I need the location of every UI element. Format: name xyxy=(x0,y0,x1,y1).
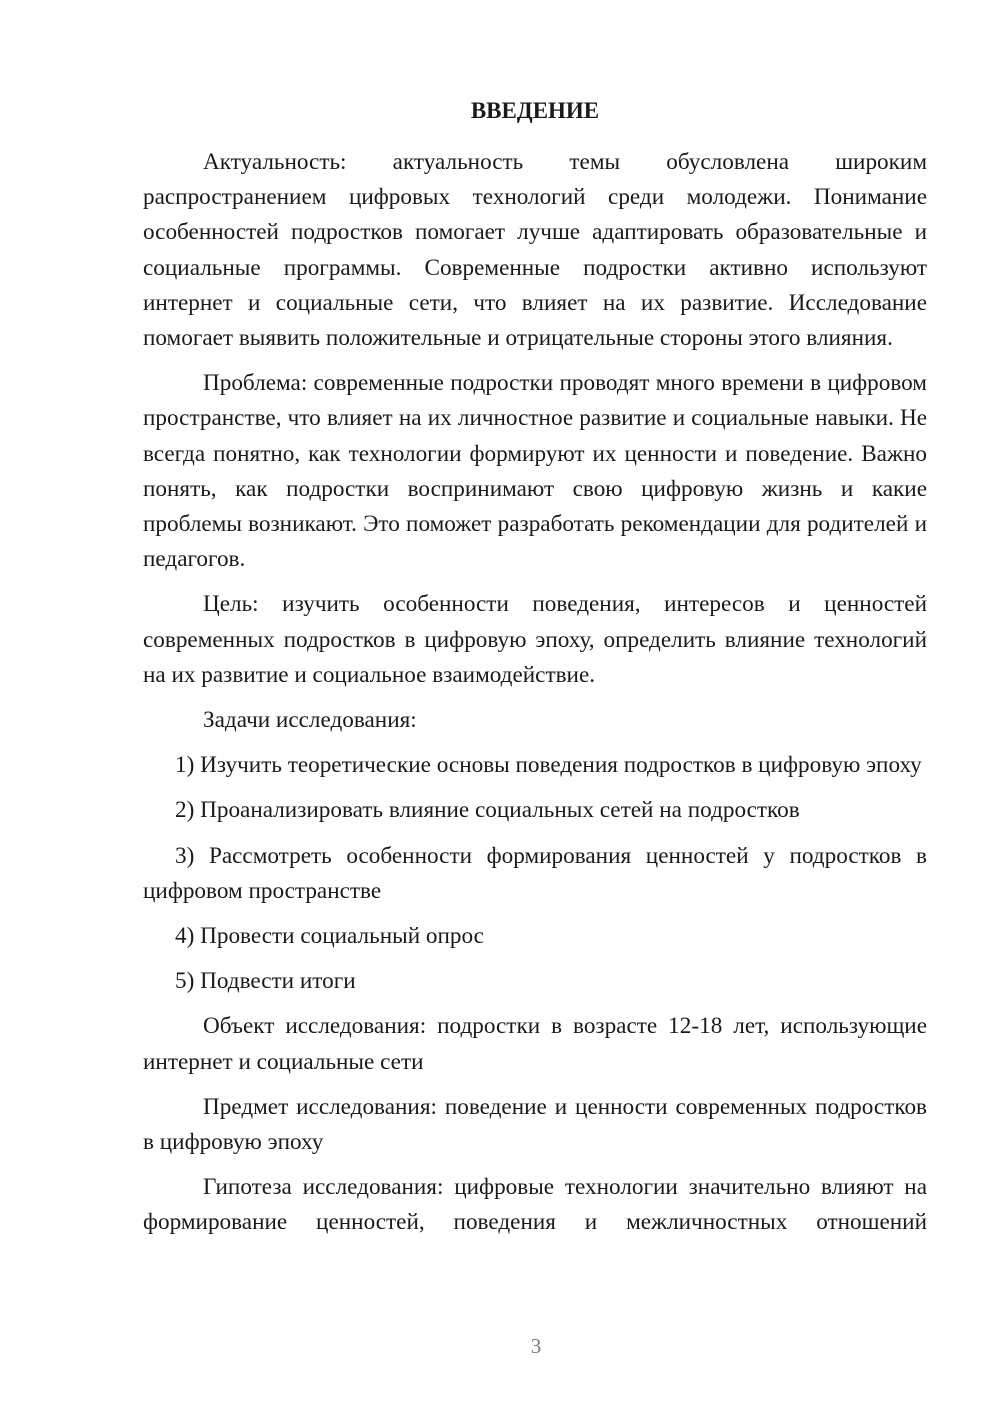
paragraph-problem: Проблема: современные подростки проводят много времени в цифровом пространстве, что влияет на их личностное развитие и социальные навыки. Не всегда понятно, как технологии формируют их ценности и поведение. Важно понять, как подростки воспринимают свою цифровую жизнь и какие проблемы возникают. Это поможет разработать рекомендации для родителей и педагогов. xyxy=(143,370,927,573)
task-item: 2) Проанализировать влияние социальных сетей на подростков xyxy=(175,797,800,824)
tasks-heading: Задачи исследования: xyxy=(203,707,417,734)
paragraph-relevance: Актуальность: актуальность темы обусловлена широким распространением цифровых технологий среди молодежи. Понимание особенностей подростков помогает лучше адаптировать образовательные и социальные программы. Современные подростки активно используют интернет и социальные сети, что влияет на их развитие. Исследование помогает выявить положительные и отрицательные стороны этого влияния. xyxy=(143,149,927,352)
page-title: ВВЕДЕНИЕ xyxy=(470,98,600,123)
task-item: 1) Изучить теоретические основы поведения подростков в цифровую эпоху xyxy=(175,752,922,779)
page-number: 3 xyxy=(530,1334,542,1358)
document-body xyxy=(143,145,927,1251)
task-item: 5) Подвести итоги xyxy=(175,968,356,995)
task-item: 3) Рассмотреть особенности формирования ценностей у подростков в цифровом пространстве xyxy=(143,842,927,904)
task-item: 4) Провести социальный опрос xyxy=(175,923,484,950)
paragraph-object: Объект исследования: подростки в возрасте 12-18 лет, использующие интернет и социальные сети xyxy=(143,1013,927,1075)
paragraph-goal: Цель: изучить особенности поведения, интересов и ценностей современных подростков в цифровую эпоху, определить влияние технологий на их развитие и социальное взаимодействие. xyxy=(143,591,927,688)
paragraph-subject: Предмет исследования: поведение и ценности современных подростков в цифровую эпоху xyxy=(143,1093,927,1156)
paragraph-hypothesis: Гипотеза исследования: цифровые технологии значительно влияют на формирование ценностей, поведения и межличностных отношений xyxy=(143,1174,927,1236)
